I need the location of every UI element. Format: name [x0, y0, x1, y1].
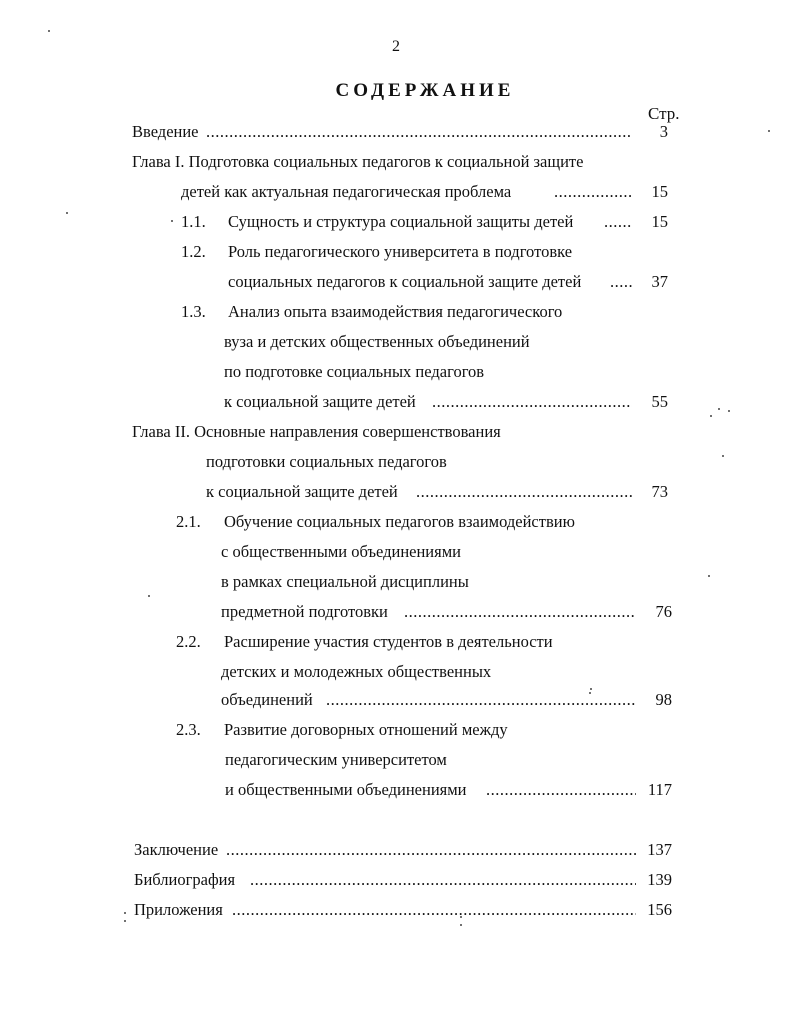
toc-section-number: 2.2. [176, 632, 201, 651]
toc-entry-label: педагогическим университетом [225, 750, 447, 769]
toc-entry-label: в рамках специальной дисциплины [221, 572, 469, 591]
toc-entry-page: 15 [651, 212, 668, 231]
page-column-label: Стр. [648, 104, 680, 123]
toc-section-number: 2.3. [176, 720, 201, 739]
toc-leader-dots [604, 212, 632, 232]
toc-entry-page: 37 [651, 272, 668, 291]
toc-entry-label: Заключение [134, 840, 219, 859]
toc-entry-label: Введение [132, 122, 199, 141]
toc-section-number: 2.1. [176, 512, 201, 531]
toc-leader-dots [610, 272, 632, 292]
toc-entry-label: детских и молодежных общественных [221, 662, 492, 681]
toc-entry-label: вуза и детских общественных объединений [224, 332, 530, 351]
toc-entry-page: 137 [647, 840, 672, 859]
toc-entry-label: Библиография [134, 870, 236, 889]
toc-entry-label: Расширение участия студентов в деятельности [224, 632, 553, 651]
toc-entry-label: Сущность и структура социальной защиты детей [228, 212, 574, 231]
toc-entry-page: 55 [651, 392, 668, 411]
page-number: 2 [392, 38, 400, 55]
toc-entry-page: 15 [651, 182, 668, 201]
toc-leader-dots [416, 482, 632, 502]
toc-leader-dots [554, 182, 632, 202]
toc-entry-label: к социальной защите детей [206, 482, 398, 501]
toc-entry-label: социальных педагогов к социальной защите детей [228, 272, 582, 291]
toc-entry-label: с общественными объединениями [221, 542, 461, 561]
toc-leader-dots [232, 900, 636, 920]
toc-leader-dots [486, 780, 636, 800]
toc-entry-label: Развитие договорных отношений между [224, 720, 508, 739]
toc-entry-page: 73 [651, 482, 668, 501]
toc-entry-label: и общественными объединениями [225, 780, 467, 799]
toc-leader-dots [226, 840, 636, 860]
toc-entry-label: Обучение социальных педагогов взаимодействию [224, 512, 575, 531]
toc-leader-dots [404, 602, 636, 622]
toc-entry-label: по подготовке социальных педагогов [224, 362, 485, 381]
toc-entry-label: подготовки социальных педагогов [206, 452, 447, 471]
toc-title: СОДЕРЖАНИЕ [335, 80, 515, 101]
toc-entry-label: предметной подготовки [221, 602, 388, 621]
toc-entry-label: Приложения [134, 900, 223, 919]
toc-section-number: 1.3. [181, 302, 206, 321]
toc-entry-page: 76 [655, 602, 672, 621]
toc-entry-label: Роль педагогического университета в подготовке [228, 242, 573, 261]
toc-chapter-label: Глава II. Основные направления совершенствования [132, 422, 501, 441]
toc-leader-dots [432, 392, 632, 412]
toc-chapter-label: Глава I. Подготовка социальных педагогов к социальной защите [132, 152, 584, 171]
toc-section-number: 1.1. [181, 212, 206, 231]
toc-leader-dots [206, 122, 632, 142]
toc-entry-label: к социальной защите детей [224, 392, 416, 411]
toc-entry-page: 117 [647, 780, 672, 799]
toc-entry-label: объединений [221, 690, 313, 709]
toc-entry-page: 3 [659, 122, 668, 141]
toc-leader-dots [250, 870, 636, 890]
toc-entry-page: 98 [655, 690, 672, 709]
toc-section-number: 1.2. [181, 242, 206, 261]
toc-entry-page: 156 [647, 900, 672, 919]
toc-entry-label: детей как актуальная педагогическая проблема [181, 182, 512, 201]
toc-entry-page: 139 [647, 870, 672, 889]
toc-entry-label: Анализ опыта взаимодействия педагогического [228, 302, 563, 321]
